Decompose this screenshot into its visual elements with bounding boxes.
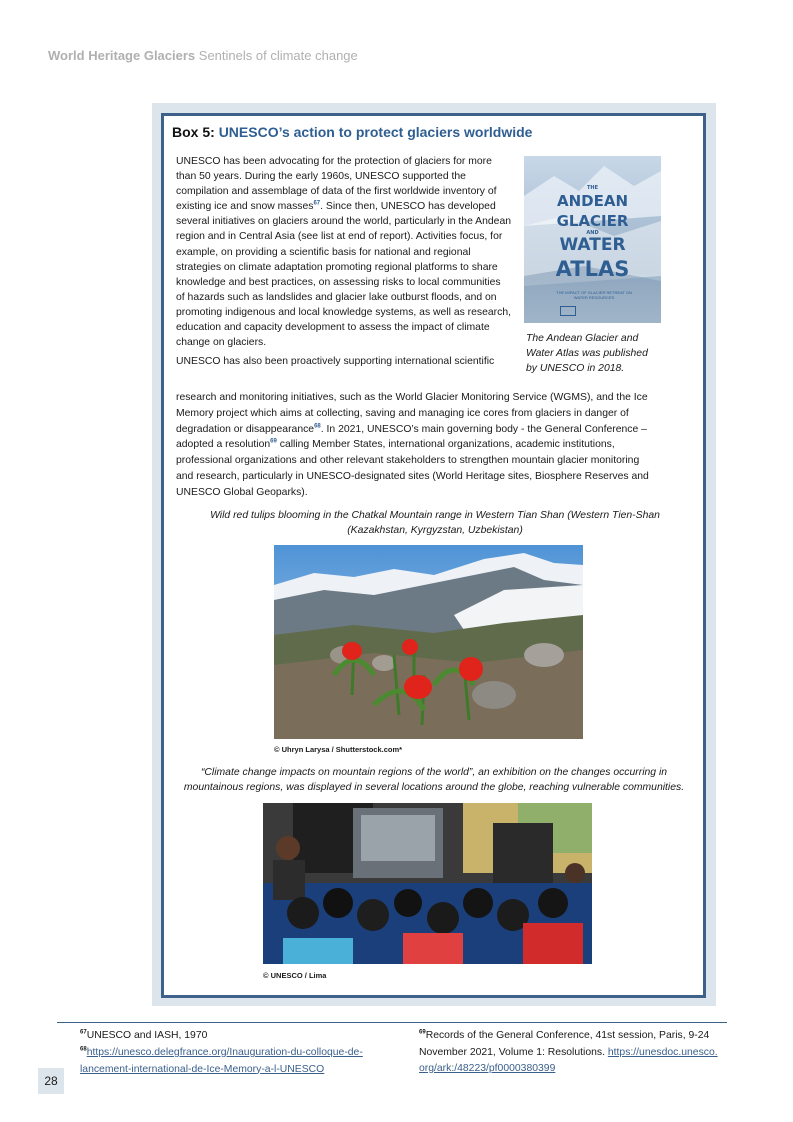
footnote-69-text-cont: November 2021, Volume 1: Resolutions. (419, 1046, 605, 1058)
atlas-cover-image (524, 156, 661, 323)
unesco-logo-icon (560, 306, 576, 316)
running-head (48, 48, 358, 63)
footnote-67 (80, 1028, 207, 1045)
footnote-67-text: UNESCO and IASH, 1970 (86, 1030, 208, 1041)
footnote-68-link[interactable]: https://unesco.delegfrance.org/Inauguration-du-colloque-de- (86, 1047, 363, 1058)
footnote-69-link-cont[interactable]: org/ark:/48223/pf0000380399 (419, 1063, 556, 1074)
cover-word-atlas: ATLAS (555, 257, 630, 281)
running-head-subtitle: Sentinels of climate change (198, 48, 358, 63)
tulip-photo-art (274, 545, 583, 739)
footnote-68-link-cont[interactable]: lancement-international-de-Ice-Memory-a-l-UNESCO (80, 1063, 325, 1075)
footnote-68 (80, 1045, 363, 1078)
box-paragraph-1 (176, 154, 511, 350)
tulip-photo-caption: Wild red tulips blooming in the Chatkal Mountain range in Western Tian Shan (Western Tien-Shan (Kazakhstan, Kyrgyzstan, Uzbekistan) (210, 510, 660, 537)
paragraph-3-part-b: . In 2021, UNESCO’s main governing body - the General Conference – adopted a resolution (176, 423, 647, 451)
footnote-68-number: 68 (80, 1046, 87, 1053)
box-title-text: UNESCO’s action to protect glaciers worldwide (218, 124, 533, 140)
exhibition-photo (263, 803, 592, 964)
box-paragraph-3 (176, 390, 654, 501)
box-paragraph-2: UNESCO has also been proactively supporting international scientific (176, 356, 495, 367)
paragraph-1-part-b: . Since then, UNESCO has developed several initiatives on glaciers around the world, particularly in the Andean region and in Central Asia (see list at end of report). Activities focus, for example, on providing a scientific basis for national and regional strategies on climate adaptation promoting regional platforms to share knowledge and best practices, on assessing risks to local communities of hazards such as landslides and glacier lake outburst floods, and on promoting indigenous and local knowledge systems, as well as research, education and capacity development to assess the impact of climate change on glaciers. (176, 201, 511, 349)
paragraph-3-part-a: research and monitoring initiatives, such as the World Glacier Monitoring Service (WGMS), and the Ice Memory project which aims at collecting, saving and managing ice cores from glaciers in danger of degradation or disappearance (176, 392, 648, 435)
box-title-number: Box 5: (172, 124, 215, 140)
exhibition-photo-art (263, 803, 592, 964)
cover-word-and: AND (586, 230, 599, 236)
footnote-69-text: Records of the General Conference, 41st session, Paris, 9-24 (425, 1030, 710, 1041)
cover-word-the: THE (586, 185, 598, 191)
footnote-67-number: 67 (80, 1029, 87, 1036)
cover-word-glacier: GLACIER (556, 212, 629, 230)
running-head-title: World Heritage Glaciers (48, 48, 196, 63)
footnote-divider (57, 1022, 727, 1023)
exhibition-photo-credit: © UNESCO / Lima (263, 971, 327, 980)
footnote-ref-68[interactable]: 68 (314, 423, 321, 430)
box-title (172, 124, 532, 140)
exhibition-photo-caption: “Climate change impacts on mountain regions of the world”, an exhibition on the changes occurring in mountainous regions, was displayed in several locations around the globe, reaching vulnerable communities. (183, 767, 685, 794)
cover-subtitle: THE IMPACT OF GLACIER RETREAT ON WATER RESOURCES (556, 290, 632, 300)
footnote-69-number: 69 (419, 1029, 426, 1036)
tulip-photo (274, 545, 583, 739)
footnote-69-link[interactable]: https://unesdoc.unesco. (607, 1046, 718, 1058)
footnote-ref-69[interactable]: 69 (270, 438, 277, 445)
paragraph-1-part-a: UNESCO has been advocating for the protection of glaciers for more than 50 years. During the early 1960s, UNESCO supported the compilation and assemblage of data of the first worldwide inventory of existing ice and snow masses (176, 156, 497, 213)
page-number: 28 (38, 1068, 64, 1094)
cover-word-andean: ANDEAN (556, 192, 629, 210)
cover-caption: The Andean Glacier and Water Atlas was published by UNESCO in 2018. (526, 333, 648, 374)
footnote-ref-67[interactable]: 67 (313, 200, 321, 207)
paragraph-3-part-c: calling Member States, international organizations, academic institutions, professional organizations and other relevant stakeholders to strengthen mountain glacier monitoring and research, particularly in UNESCO-designated sites (World Heritage sites, Biosphere Reserves and UNESCO Global Geoparks). (176, 439, 649, 498)
cover-word-water: WATER (559, 235, 626, 255)
tulip-photo-credit: © Uhryn Larysa / Shutterstock.com* (274, 745, 403, 754)
footnote-69 (419, 1028, 724, 1078)
